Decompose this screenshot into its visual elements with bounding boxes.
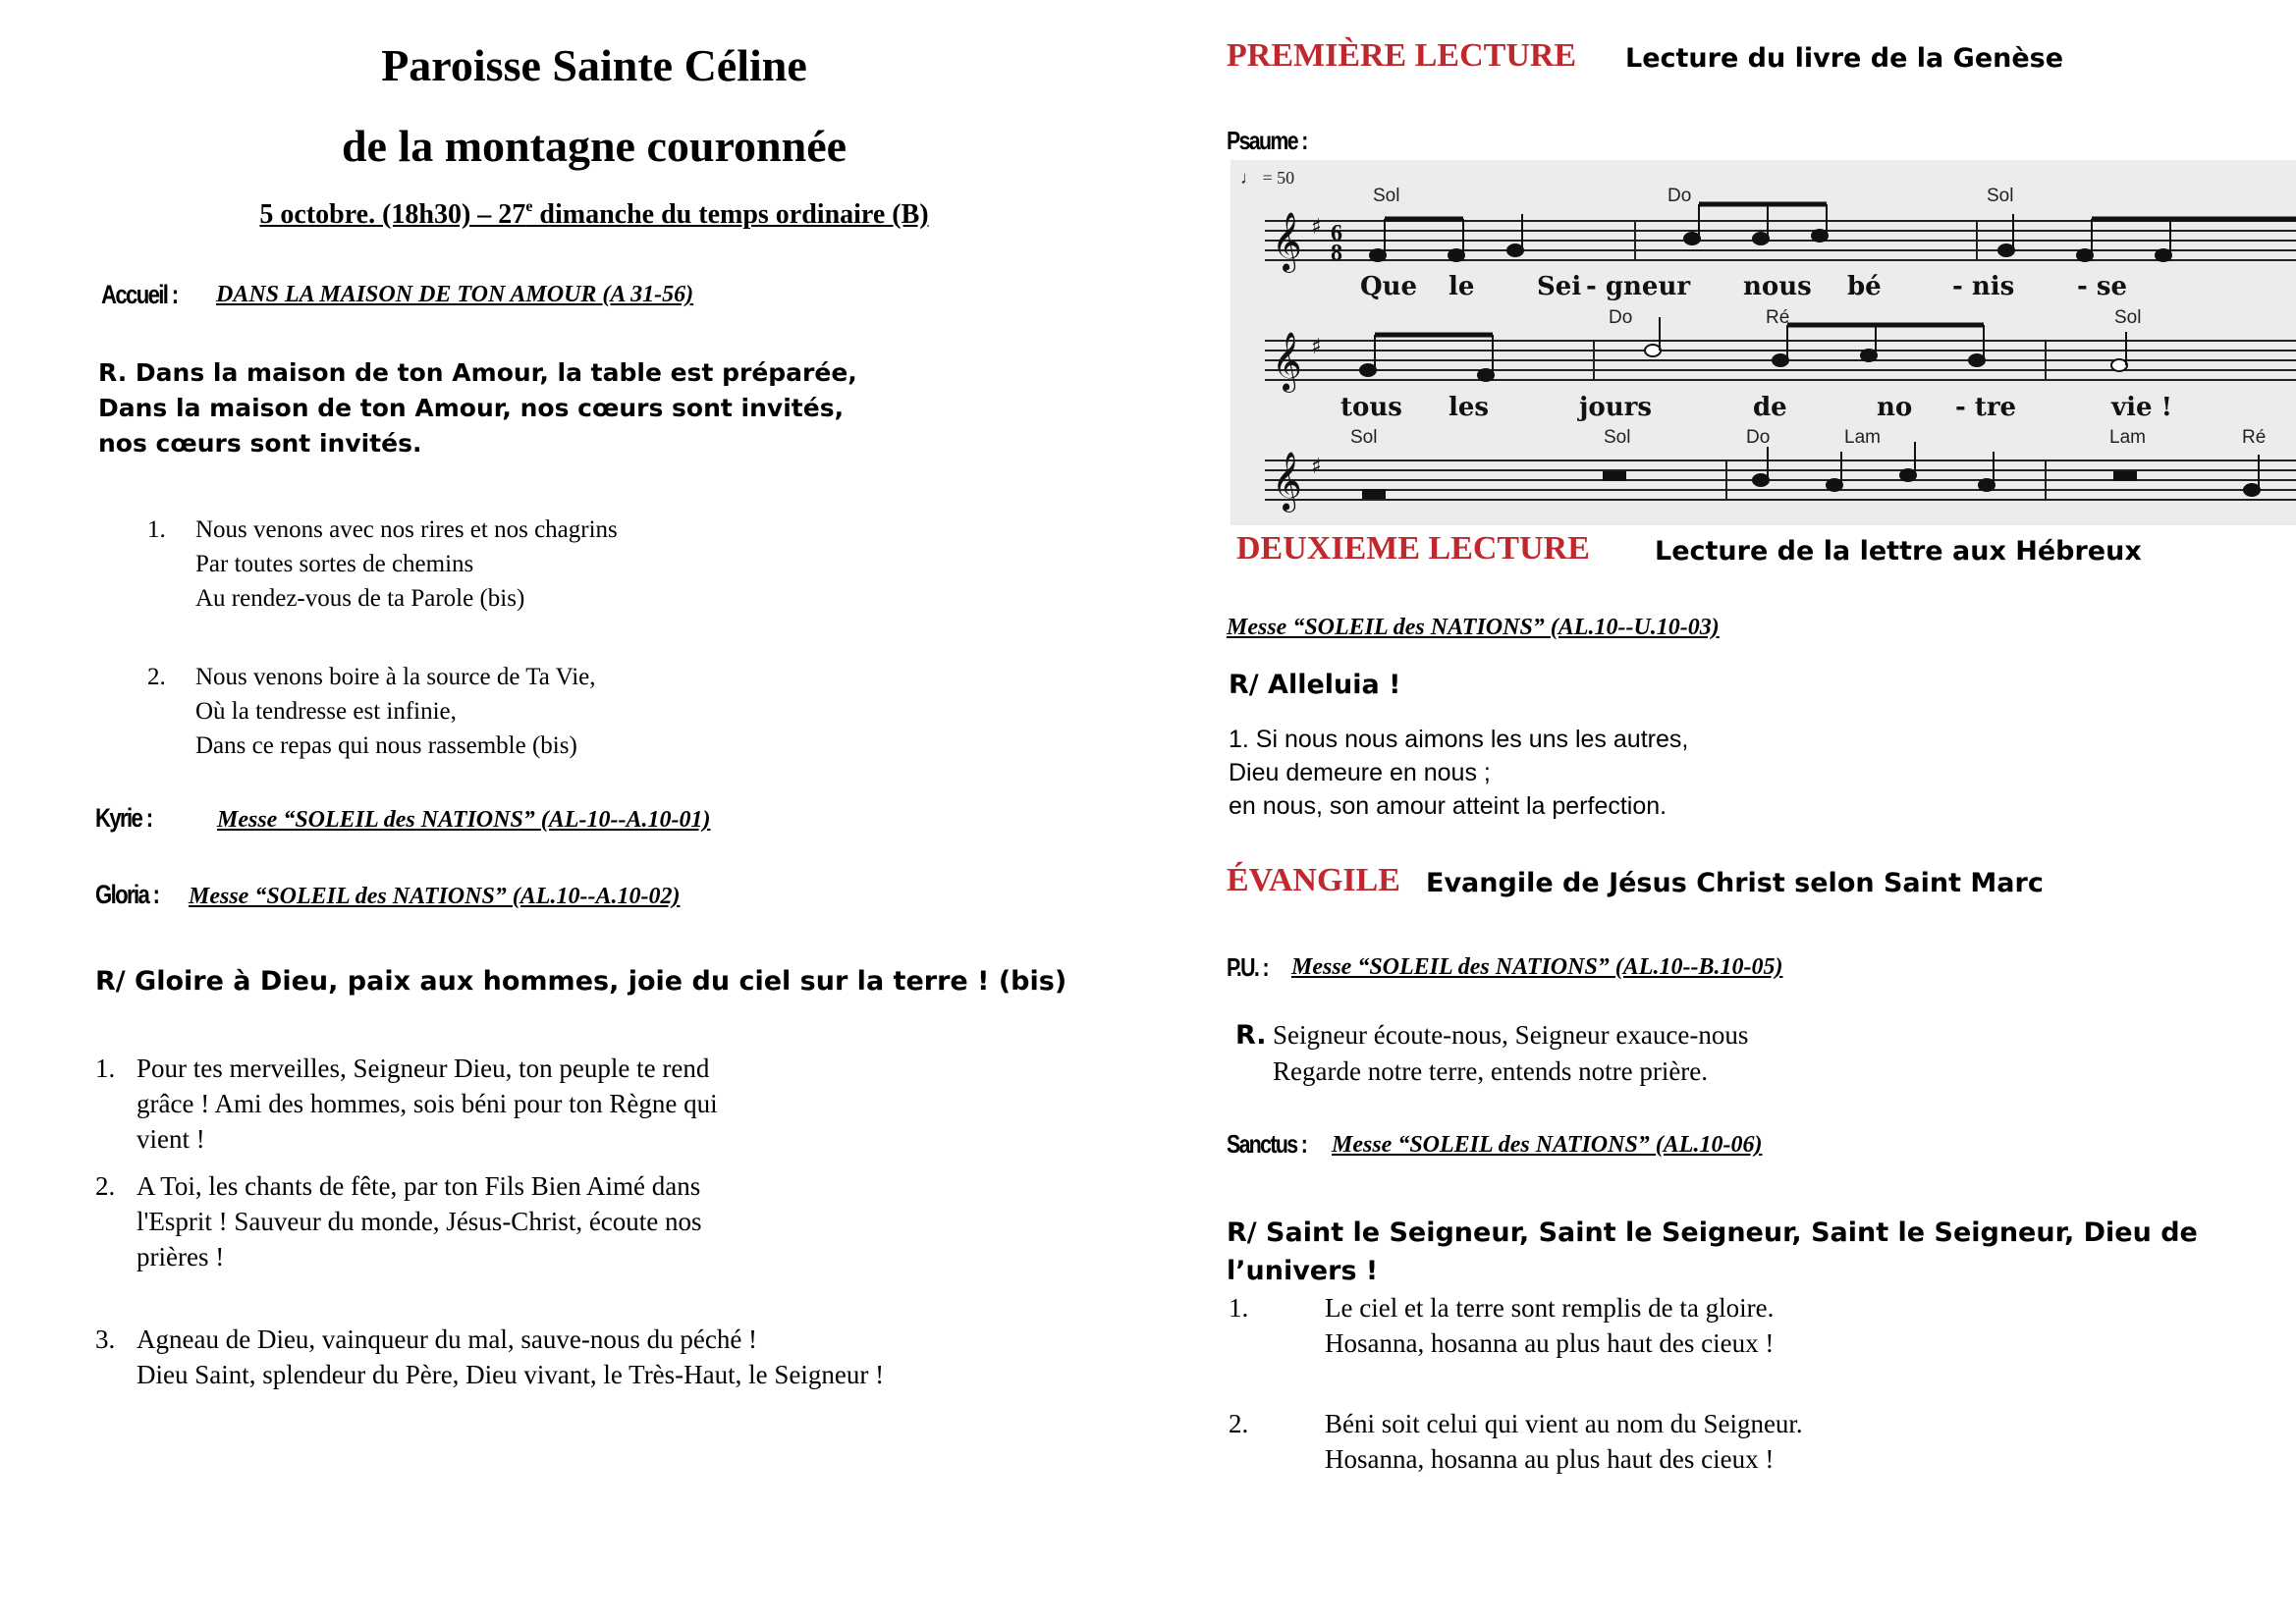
gloria-reference: Messe “SOLEIL des NATIONS” (AL.10--A.10-02) <box>189 884 681 909</box>
kyrie-reference: Messe “SOLEIL des NATIONS” (AL-10--A.10-01) <box>217 807 711 833</box>
verse-number: 2. <box>95 1171 116 1201</box>
accueil-verse-2 <box>147 660 596 763</box>
lyric-syllable: no <box>1877 393 1913 422</box>
svg-text:♯: ♯ <box>1311 455 1322 479</box>
parish-subtitle: de la montagne couronnée <box>341 121 847 171</box>
lyric-syllable: bé <box>1847 272 1882 301</box>
psaume-section <box>1227 126 1325 156</box>
premiere-lecture-heading: PREMIÈRE LECTURE <box>1227 37 1577 74</box>
verse-line: Le ciel et la terre sont remplis de ta gloire. <box>1325 1293 1775 1323</box>
refrain-line: R/ Saint le Seigneur, Saint le Seigneur, Saint le Seigneur, Dieu de <box>1227 1217 2198 1248</box>
verse-line: l'Esprit ! Sauveur du monde, Jésus-Christ, écoute nos <box>137 1207 702 1236</box>
refrain-marker: R. <box>1235 1020 1267 1051</box>
verse-line: Dans ce repas qui nous rassemble (bis) <box>195 732 577 759</box>
svg-text:♯: ♯ <box>1311 215 1322 240</box>
verse-line: Dieu Saint, splendeur du Père, Dieu vivant, le Très-Haut, le Seigneur ! <box>137 1360 885 1389</box>
verse-number: 1. <box>1229 1293 1249 1323</box>
lyric-syllable: Que <box>1360 272 1418 301</box>
lyric-syllable: de <box>1753 393 1787 422</box>
pu-label: P.U. : <box>1227 952 1268 982</box>
sanctus-refrain <box>1227 1214 2198 1290</box>
sanctus-reference: Messe “SOLEIL des NATIONS” (AL.10-06) <box>1332 1132 1763 1158</box>
verse-line: prières ! <box>137 1242 225 1271</box>
kyrie-section <box>95 803 164 834</box>
gloria-verse-3 <box>95 1322 884 1392</box>
deuxieme-lecture-heading: DEUXIEME LECTURE <box>1236 530 1590 567</box>
verse-line: Béni soit celui qui vient au nom du Seigneur. <box>1325 1409 1803 1438</box>
evangile-text: Evangile de Jésus Christ selon Saint Marc <box>1426 868 2044 898</box>
sanctus-label: Sanctus : <box>1227 1129 1307 1159</box>
gloria-refrain: R/ Gloire à Dieu, paix aux hommes, joie du ciel sur la terre ! (bis) <box>95 966 1067 997</box>
music-staff-svg <box>1230 160 2296 525</box>
date-sup: e <box>525 198 533 215</box>
verse-line: Nous venons boire à la source de Ta Vie, <box>195 664 596 690</box>
chord-label: Ré <box>1766 307 1790 328</box>
accueil-refrain <box>98 355 857 461</box>
lyric-syllable: jours <box>1579 393 1652 422</box>
verse-line: Pour tes merveilles, Seigneur Dieu, ton peuple te rend <box>137 1054 710 1083</box>
verse-line: Où la tendresse est infinie, <box>195 698 457 725</box>
lyric-syllable: nous <box>1743 272 1812 301</box>
gloria-label: Gloria : <box>95 880 159 909</box>
chord-label: Ré <box>2242 427 2267 448</box>
chord-label: Sol <box>1604 427 1631 448</box>
treble-clef-icon: 𝄞 <box>1272 332 1302 391</box>
refrain-line: Seigneur écoute-nous, Seigneur exauce-nous <box>1273 1020 1749 1050</box>
verse-line: Au rendez-vous de ta Parole (bis) <box>195 585 525 612</box>
psalm-music-score <box>1230 160 2296 525</box>
sanctus-verse-1 <box>1229 1290 1774 1361</box>
alleluia-verse <box>1229 723 1688 823</box>
verse-line: Par toutes sortes de chemins <box>195 551 474 577</box>
refrain-line: nos cœurs sont invités. <box>98 429 422 458</box>
premiere-lecture-text: Lecture du livre de la Genèse <box>1625 43 2064 74</box>
refrain-line: Regarde notre terre, entends notre prière. <box>1273 1056 1709 1086</box>
verse-line: Nous venons avec nos rires et nos chagrins <box>195 516 618 543</box>
svg-text:6: 6 <box>1331 221 1342 246</box>
date-part2: dimanche du temps ordinaire (B) <box>532 199 929 230</box>
svg-text:♯: ♯ <box>1311 335 1322 359</box>
verse-number: 2. <box>147 664 166 690</box>
lyric-syllable: le <box>1449 272 1475 301</box>
chord-label: Sol <box>1373 186 1400 206</box>
verse-line: 1. Si nous nous aimons les uns les autres, <box>1229 726 1689 753</box>
verse-number: 1. <box>147 516 166 543</box>
accueil-reference: DANS LA MAISON DE TON AMOUR (A 31-56) <box>216 282 694 307</box>
kyrie-label: Kyrie : <box>95 803 152 833</box>
verse-number: 2. <box>1229 1409 1249 1438</box>
lyric-syllable: - se <box>2077 272 2128 301</box>
chord-label: Do <box>1609 307 1633 328</box>
pu-refrain <box>1235 1017 1748 1090</box>
chord-label: Sol <box>2114 307 2142 328</box>
alleluia-refrain: R/ Alleluia ! <box>1229 670 1401 700</box>
verse-line: Hosanna, hosanna au plus haut des cieux ! <box>1325 1328 1775 1358</box>
gloria-verse-2 <box>95 1168 702 1274</box>
verse-line: A Toi, les chants de fête, par ton Fils Bien Aimé dans <box>137 1171 701 1201</box>
pu-reference: Messe “SOLEIL des NATIONS” (AL.10--B.10-05) <box>1291 954 1783 980</box>
chord-label: Sol <box>1987 186 2014 206</box>
treble-clef-icon: 𝄞 <box>1272 452 1302 511</box>
treble-clef-icon: 𝄞 <box>1272 212 1302 271</box>
chord-label: Lam <box>1844 427 1881 448</box>
lyric-syllable: vie ! <box>2111 393 2172 422</box>
refrain-line: R. Dans la maison de ton Amour, la table est préparée, <box>98 358 857 387</box>
verse-number: 1. <box>95 1054 116 1083</box>
verse-line: grâce ! Ami des hommes, sois béni pour ton Règne qui <box>137 1089 718 1118</box>
gloria-verse-1 <box>95 1051 718 1157</box>
verse-line: Dieu demeure en nous ; <box>1229 759 1491 786</box>
tempo-marking: ♩ = 50 <box>1240 168 1295 188</box>
parish-title: Paroisse Sainte Céline <box>381 40 807 90</box>
lyric-syllable: - gneur <box>1586 272 1691 301</box>
verse-line: vient ! <box>137 1124 205 1154</box>
chord-label: Do <box>1746 427 1771 448</box>
svg-text:8: 8 <box>1331 241 1342 266</box>
chord-label: Lam <box>2109 427 2146 448</box>
chord-label: Do <box>1667 186 1692 206</box>
verse-number: 3. <box>95 1325 116 1354</box>
accueil-section <box>101 280 194 310</box>
evangile-heading: ÉVANGILE <box>1227 862 1400 898</box>
deuxieme-lecture-text: Lecture de la lettre aux Hébreux <box>1655 536 2142 567</box>
accueil-label: Accueil : <box>101 280 178 309</box>
lyric-syllable: Sei <box>1537 272 1582 301</box>
chord-label: Sol <box>1350 427 1378 448</box>
lyric-syllable: les <box>1449 393 1490 422</box>
verse-line: Agneau de Dieu, vainqueur du mal, sauve-nous du péché ! <box>137 1325 758 1354</box>
accueil-verse-1 <box>147 513 618 616</box>
date-part1: 5 octobre. (18h30) – 27 <box>259 199 526 230</box>
refrain-line: l’univers ! <box>1227 1256 1379 1286</box>
psaume-label: Psaume : <box>1227 126 1307 155</box>
lyric-syllable: - tre <box>1955 393 2017 422</box>
refrain-line: Dans la maison de ton Amour, nos cœurs sont invités, <box>98 394 845 422</box>
lyric-syllable: - nis <box>1952 272 2015 301</box>
date-line <box>167 198 1021 231</box>
pu-section <box>1227 952 1277 983</box>
verse-line: en nous, son amour atteint la perfection. <box>1229 792 1667 820</box>
sanctus-verse-2 <box>1229 1406 1803 1477</box>
gloria-section <box>95 880 173 910</box>
alleluia-reference: Messe “SOLEIL des NATIONS” (AL.10--U.10-03) <box>1227 615 1720 640</box>
lyric-syllable: tous <box>1340 393 1402 422</box>
verse-line: Hosanna, hosanna au plus haut des cieux ! <box>1325 1444 1775 1474</box>
sanctus-section <box>1227 1129 1324 1160</box>
